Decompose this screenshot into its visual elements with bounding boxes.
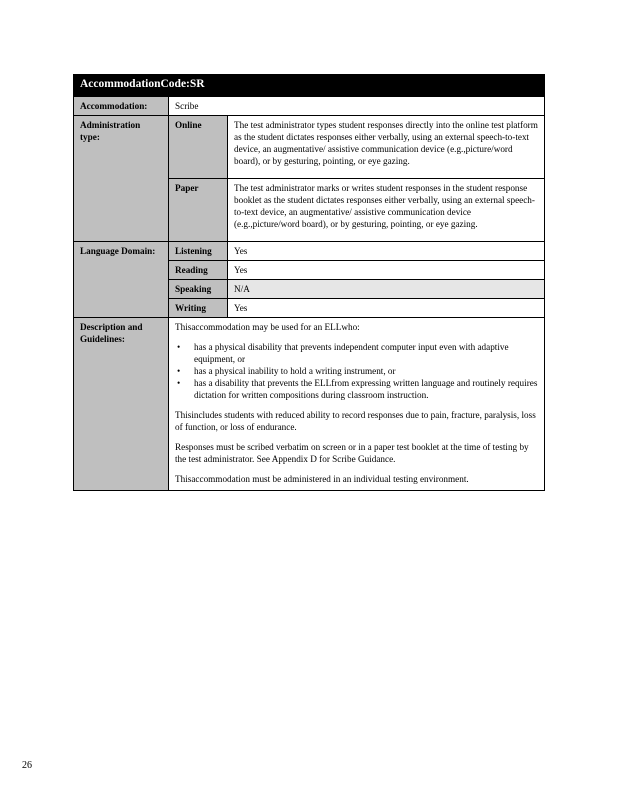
- guidelines-content: [169, 318, 545, 491]
- domain-reading-label: Reading: [169, 261, 228, 280]
- guidelines-paragraph-2: Responses must be scribed verbatim on screen or in a paper test booklet at the time of testing by the test administrator. See Appendix D for Scribe Guidance.: [175, 442, 529, 464]
- accommodation-row: [74, 97, 545, 116]
- domain-reading-value: Yes: [228, 261, 545, 280]
- language-domain-label: Language Domain:: [74, 242, 169, 318]
- accommodation-table: [73, 74, 545, 491]
- guidelines-paragraph-1: Thisincludes students with reduced ability to record responses due to pain, fracture, paralysis, loss of function, or loss of endurance.: [175, 410, 536, 432]
- domain-listening-value: Yes: [228, 242, 545, 261]
- online-label: Online: [169, 116, 228, 179]
- accommodation-value: Scribe: [169, 97, 545, 116]
- domain-speaking-value: N/A: [228, 280, 545, 299]
- accommodation-label: Accommodation:: [74, 97, 169, 116]
- guidelines-bullet-list: [175, 341, 538, 401]
- guidelines-label: Description and Guidelines:: [74, 318, 169, 491]
- paper-text: The test administrator marks or writes student responses in the student response booklet as the student dictates responses either verbally, using an external speech-to-text device, an augmentative/ assistive communication device (e.g.,picture/word board), or by gesturing, pointing, or eye gazing.: [228, 179, 545, 242]
- guidelines-intro: Thisaccommodation may be used for an ELLwho:: [175, 322, 360, 332]
- guidelines-bullet: • has a physical disability that prevents independent computer input even with adaptive equipment, or: [175, 341, 538, 365]
- online-text: The test administrator types student responses directly into the online test platform as the student dictates responses either verbally, using an external speech-to-text device, an augmentative/ assistive communication device (e.g.,picture/word board), or by gesturing, pointing, or eye gazing.: [228, 116, 545, 179]
- paper-label: Paper: [169, 179, 228, 242]
- domain-listening-label: Listening: [169, 242, 228, 261]
- guidelines-bullet: • has a physical inability to hold a writing instrument, or: [175, 365, 538, 377]
- accommodation-code-title: AccommodationCode:SR: [74, 75, 545, 97]
- admin-type-label: Administration type:: [74, 116, 169, 242]
- domain-writing-value: Yes: [228, 299, 545, 318]
- guidelines-row: [74, 318, 545, 491]
- domain-row-listening: [74, 242, 545, 261]
- admin-type-online-row: [74, 116, 545, 179]
- table-header-row: [74, 75, 545, 97]
- domain-speaking-label: Speaking: [169, 280, 228, 299]
- guidelines-paragraph-3: Thisaccommodation must be administered in an individual testing environment.: [175, 474, 469, 484]
- guidelines-bullet: • has a disability that prevents the ELLfrom expressing written language and routinely requires dictation for written compositions during classroom instruction.: [175, 377, 538, 401]
- domain-writing-label: Writing: [169, 299, 228, 318]
- page-number: 26: [22, 760, 32, 771]
